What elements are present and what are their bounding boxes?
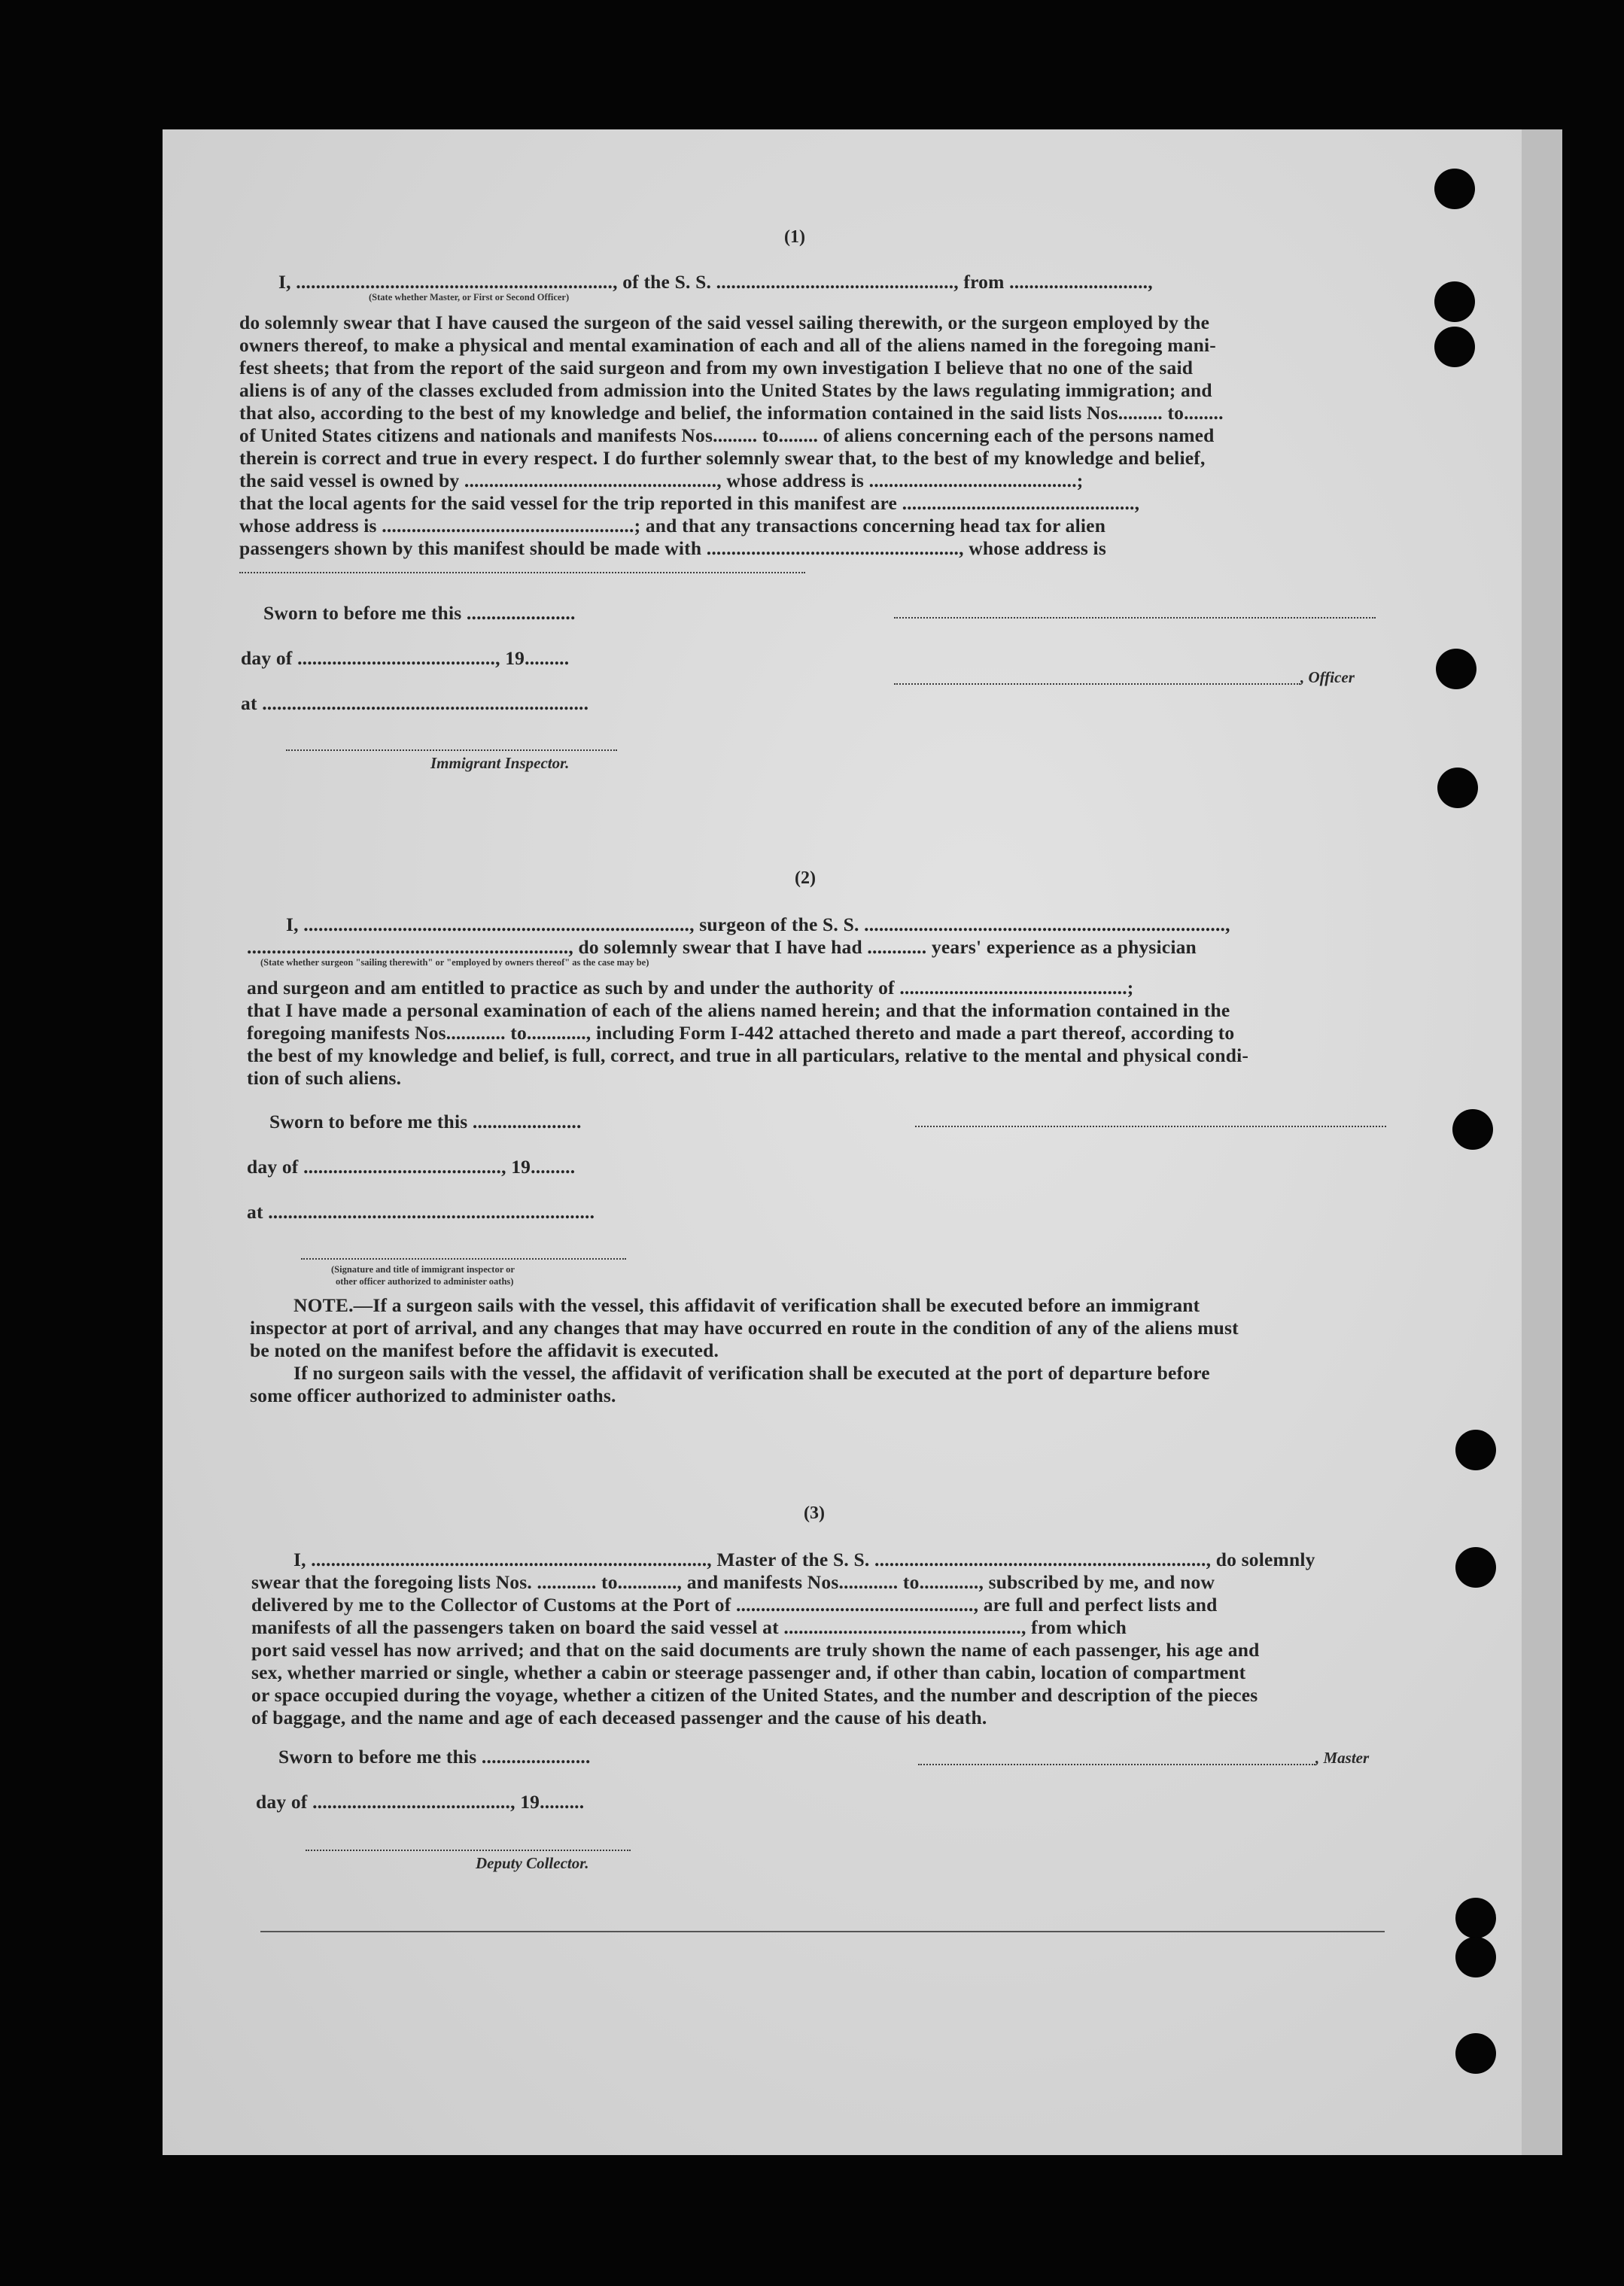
oath-text-line: foregoing manifests Nos............ to............, including Form I-442 attached thereto and made a part thereof, according to	[247, 1022, 1235, 1044]
surgeon-signature-line	[915, 1126, 1386, 1127]
signature-caption: other officer authorized to administer oaths)	[336, 1276, 514, 1287]
inspector-signature-line	[286, 749, 617, 751]
punch-hole	[1455, 1937, 1496, 1977]
declaration-text-line: port said vessel has now arrived; and that on the said documents are truly shown the name of each passenger, his age and	[251, 1639, 1260, 1661]
signature-line	[894, 617, 1376, 619]
declaration-text-line: swear that the foregoing lists Nos. ............ to............, and manifests Nos............ to............, subscribed by me, and now	[251, 1571, 1215, 1593]
day-line: day of ........................................, 19.........	[247, 1156, 576, 1178]
at-line: at ..................................................................	[247, 1201, 595, 1223]
declaration-text-line: delivered by me to the Collector of Customs at the Port of ................................................, are full and perfect lists and	[251, 1594, 1218, 1616]
day-line: day of ........................................, 19.........	[256, 1791, 585, 1813]
signature-label: Immigrant Inspector.	[430, 754, 570, 772]
note-line: some officer authorized to administer oaths.	[250, 1385, 616, 1406]
collector-signature-line	[306, 1850, 631, 1851]
punch-hole	[1455, 1898, 1496, 1938]
note-line: inspector at port of arrival, and any changes that may have occurred en route in the condition of any of the aliens must	[250, 1317, 1239, 1339]
oath-text-line: do solemnly swear that I have caused the surgeon of the said vessel sailing therewith, or the surgeon employed by the	[239, 312, 1210, 333]
officer-signature-line	[894, 683, 1300, 685]
section-number: (2)	[795, 868, 816, 888]
master-declaration-line: I, ................................................................................, Master of the S. S. ..................................................................., do solemnly	[293, 1549, 1315, 1570]
punch-hole	[1434, 281, 1475, 322]
punch-hole	[1434, 327, 1475, 367]
oath-text-line: therein is correct and true in every respect. I do further solemnly swear that, to the best of my knowledge and belief,	[239, 447, 1206, 469]
oath-text-line: that also, according to the best of my knowledge and belief, the information contained in the said lists Nos......... to........	[239, 402, 1224, 424]
oath-text-line: the said vessel is owned by ..................................................., whose address is ..........................................;	[239, 470, 1084, 491]
day-line: day of ........................................, 19.........	[241, 647, 570, 669]
punch-hole	[1455, 1547, 1496, 1588]
punch-hole	[1437, 768, 1478, 808]
oath-text-line: aliens is of any of the classes excluded from admission into the United States by the laws regulating immigration; and	[239, 379, 1212, 401]
oath-text-line: fest sheets; that from the report of the said surgeon and from my own investigation I believe that no one of the said	[239, 357, 1194, 378]
section-number: (3)	[804, 1503, 825, 1523]
continuation-line	[239, 572, 805, 573]
sworn-line: Sworn to before me this ......................	[269, 1111, 582, 1132]
punch-hole	[1436, 649, 1477, 689]
oath-text-line: that the local agents for the said vessel for the trip reported in this manifest are ...............................................,	[239, 492, 1140, 514]
inspector-signature-line	[301, 1258, 626, 1260]
oath-text-line: tion of such aliens.	[247, 1067, 402, 1089]
punch-hole	[1455, 2033, 1496, 2074]
note-line: NOTE.—If a surgeon sails with the vessel, this affidavit of verification shall be executed before an immigrant	[293, 1294, 1200, 1316]
bottom-rule	[260, 1931, 1385, 1932]
oath-text-line: the best of my knowledge and belief, is full, correct, and true in all particulars, relative to the mental and physical condi-	[247, 1044, 1249, 1066]
signature-label: Deputy Collector.	[476, 1854, 589, 1872]
note-line: be noted on the manifest before the affidavit is executed.	[250, 1339, 719, 1361]
master-oath-header: I, ................................................................, of the S. S. ................................................, from ............................,	[278, 271, 1153, 293]
field-caption: (State whether surgeon "sailing therewith" or "employed by owners thereof" as the case may be)	[260, 957, 649, 968]
sworn-line: Sworn to before me this ......................	[278, 1746, 591, 1768]
sworn-line: Sworn to before me this ......................	[263, 602, 576, 624]
signature-label: , Master	[1315, 1749, 1370, 1767]
declaration-text-line: or space occupied during the voyage, whether a citizen of the United States, and the number and description of the pieces	[251, 1684, 1258, 1706]
oath-text-line: of United States citizens and nationals and manifests Nos......... to........ of aliens concerning each of the persons named	[239, 424, 1215, 446]
master-signature-line	[918, 1764, 1315, 1765]
binding-strip	[1522, 129, 1562, 2155]
declaration-text-line: sex, whether married or single, whether a cabin or steerage passenger and, if other than cabin, location of compartment	[251, 1661, 1246, 1683]
punch-hole	[1455, 1430, 1496, 1470]
surgeon-oath-header: I, .............................................................................., surgeon of the S. S. .........................................................................,	[286, 913, 1230, 935]
oath-text-line: and surgeon and am entitled to practice as such by and under the authority of ..............................................;	[247, 977, 1134, 999]
at-line: at ..................................................................	[241, 692, 589, 714]
signature-caption: (Signature and title of immigrant inspector or	[331, 1264, 515, 1275]
section-number: (1)	[784, 227, 805, 247]
declaration-text-line: of baggage, and the name and age of each deceased passenger and the cause of his death.	[251, 1707, 987, 1728]
oath-text-line: passengers shown by this manifest should be made with ..................................................., whose address is	[239, 537, 1106, 559]
punch-hole	[1452, 1109, 1493, 1150]
oath-text-line: owners thereof, to make a physical and mental examination of each and all of the aliens named in the foregoing mani-	[239, 334, 1216, 356]
oath-text-line: whose address is ...................................................; and that any transactions concerning head tax for alien	[239, 515, 1106, 537]
surgeon-oath-line: ................................................................., do solemnly swear that I have had ............ years' experience as a physician	[247, 936, 1197, 958]
note-line: If no surgeon sails with the vessel, the affidavit of verification shall be executed at the port of departure before	[293, 1362, 1210, 1384]
declaration-text-line: manifests of all the passengers taken on board the said vessel at ................................................, from which	[251, 1616, 1127, 1638]
signature-label: , Officer	[1300, 668, 1355, 686]
oath-text-line: that I have made a personal examination of each of the aliens named herein; and that the information contained in the	[247, 999, 1230, 1021]
field-caption: (State whether Master, or First or Second Officer)	[369, 292, 570, 302]
punch-hole	[1434, 169, 1475, 209]
